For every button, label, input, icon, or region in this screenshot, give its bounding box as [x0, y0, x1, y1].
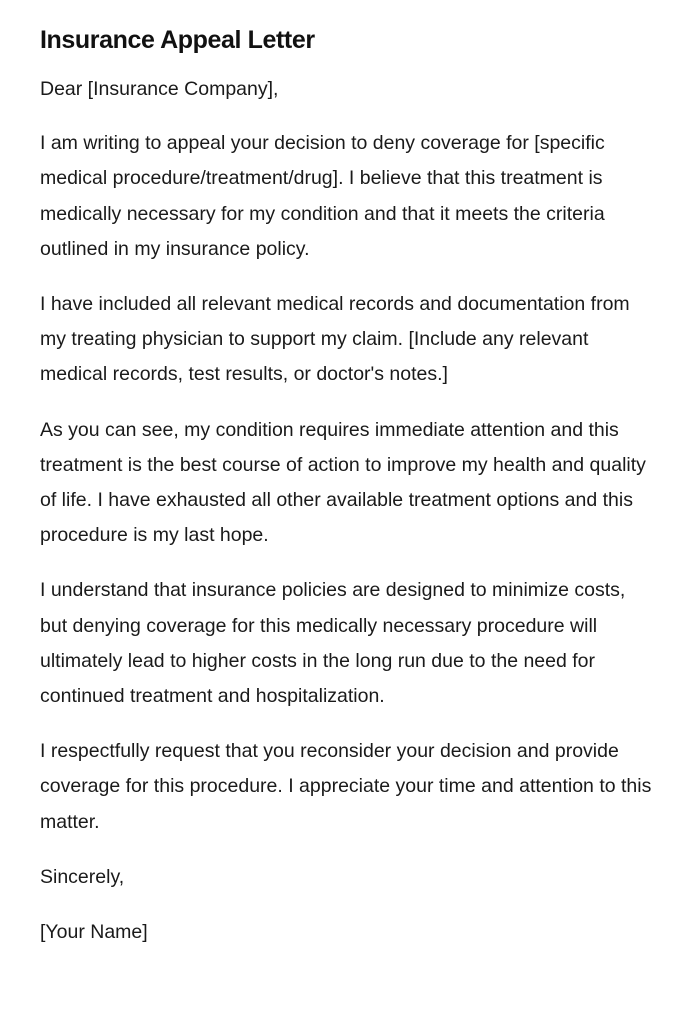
letter-signature: [Your Name]: [40, 921, 148, 944]
letter-paragraph-2: I have included all relevant medical records and documentation from my treating physician to support my claim. [Include any relevant medical records, test results, or doctor's notes.]: [40, 293, 630, 386]
letter-paragraph-5: I respectfully request that you reconsider your decision and provide coverage for this procedure. I appreciate your time and attention to this matter.: [40, 740, 652, 833]
letter-title: Insurance Appeal Letter: [40, 26, 315, 54]
letter-document: [40, 22, 652, 970]
letter-paragraph-1: I am writing to appeal your decision to deny coverage for [specific medical procedure/treatment/drug]. I believe that this treatment is medically necessary for my condition and that it meets the criteria outlined in my insurance policy.: [40, 132, 605, 260]
letter-closing: Sincerely,: [40, 865, 125, 888]
letter-greeting: Dear [Insurance Company],: [40, 78, 279, 100]
letter-paragraph-4: I understand that insurance policies are designed to minimize costs, but denying coverage for this medically necessary procedure will ultimately lead to higher costs in the long run due to the need for continued treatment and hospitalization.: [40, 579, 626, 708]
letter-paragraph-3: As you can see, my condition requires immediate attention and this treatment is the best course of action to improve my health and quality of life. I have exhausted all other available treatment options and this procedure is my last hope.: [40, 418, 646, 547]
